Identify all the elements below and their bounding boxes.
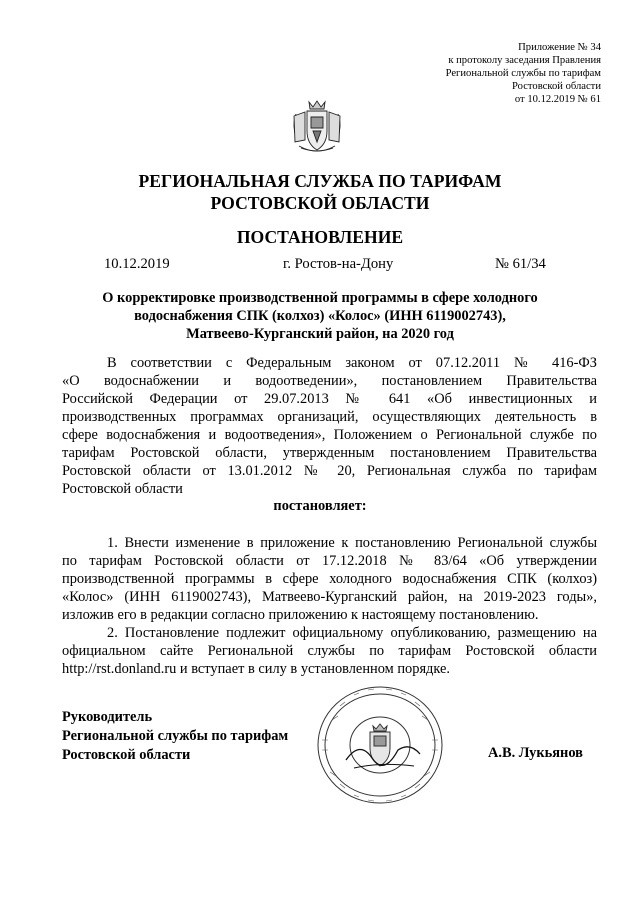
appendix-line: к протоколу заседания Правления (448, 55, 601, 66)
org-name-line2: РОСТОВСКОЙ ОБЛАСТИ (210, 193, 430, 213)
document-city: г. Ростов-на-Дону (283, 256, 394, 272)
preamble-line: Российской Федерации от 29.07.2013 № 641 «Об инвестиционных и (62, 391, 597, 407)
item-line: по тарифам Ростовской области от 17.12.2018 № 83/64 «Об утверждении (62, 553, 597, 569)
appendix-line: Региональной службы по тарифам (445, 68, 601, 79)
item-line: производственной программы в сфере холодного водоснабжения СПК (колхоз) (62, 571, 597, 587)
item-line: 1. Внести изменение в приложение к постановлению Региональной службы (107, 535, 597, 551)
preamble-line: тарифам Ростовской области, утвержденным постановлением Правительства (62, 445, 597, 461)
document-date: 10.12.2019 (104, 256, 170, 272)
preamble-line: производственных программах организаций, осуществляющих деятельность в (62, 409, 597, 425)
resolution-item-2 (62, 624, 597, 678)
document-subject (60, 289, 580, 343)
item-line: «Колос» (ИНН 6119002743), Матвеево-Курганский район, на 2019-2023 годы», (62, 589, 597, 605)
subject-line: водоснабжения СПК (колхоз) «Колос» (ИНН 6119002743), (134, 308, 506, 324)
item-line: 2. Постановление подлежит официальному опубликованию, размещению на (107, 625, 597, 641)
appendix-line: Приложение № 34 (518, 42, 601, 53)
preamble-line: Ростовской области (62, 481, 183, 497)
appendix-line: от 10.12.2019 № 61 (514, 94, 601, 105)
signatory-title-line: Региональной службы по тарифам (62, 728, 289, 744)
subject-line: Матвеево-Курганский район, на 2020 год (186, 326, 454, 342)
preamble-line: В соответствии с Федеральным законом от 07.12.2011 № 416-ФЗ (107, 355, 597, 371)
coat-of-arms-icon (287, 98, 347, 156)
document-type: ПОСТАНОВЛЕНИЕ (236, 227, 404, 247)
appendix-line: Ростовской области (512, 81, 601, 92)
item-line: официальном сайте Региональной службы по тарифам Ростовской области (62, 643, 597, 659)
signatory-name: А.В. Лукьянов (488, 745, 583, 761)
preamble-line: «О водоснабжении и водоотведении», постановлением Правительства (62, 373, 597, 389)
preamble-line: сфере водоснабжения и водоотведения», Положением о Региональной службе по (62, 427, 597, 443)
signatory-title-line: Ростовской области (62, 747, 191, 763)
decree-word: постановляет: (273, 498, 367, 514)
signatory-title (62, 708, 288, 765)
subject-line: О корректировке производственной программы в сфере холодного (102, 290, 538, 306)
appendix-note (341, 41, 601, 106)
signatory-title-line: Руководитель (62, 709, 153, 725)
official-seal-icon (310, 680, 450, 810)
document-number: № 61/34 (495, 256, 546, 272)
org-name-line1: РЕГИОНАЛЬНАЯ СЛУЖБА ПО ТАРИФАМ (138, 171, 502, 191)
resolution-item-1 (62, 534, 597, 624)
preamble-paragraph (62, 354, 597, 498)
item-line: http://rst.donland.ru и вступает в силу в установленном порядке. (62, 661, 450, 677)
item-line: изложив его в редакции согласно приложению к настоящему постановлению. (62, 607, 539, 623)
preamble-line: Ростовской области от 13.01.2012 № 20, Региональная служба по тарифам (62, 463, 597, 479)
